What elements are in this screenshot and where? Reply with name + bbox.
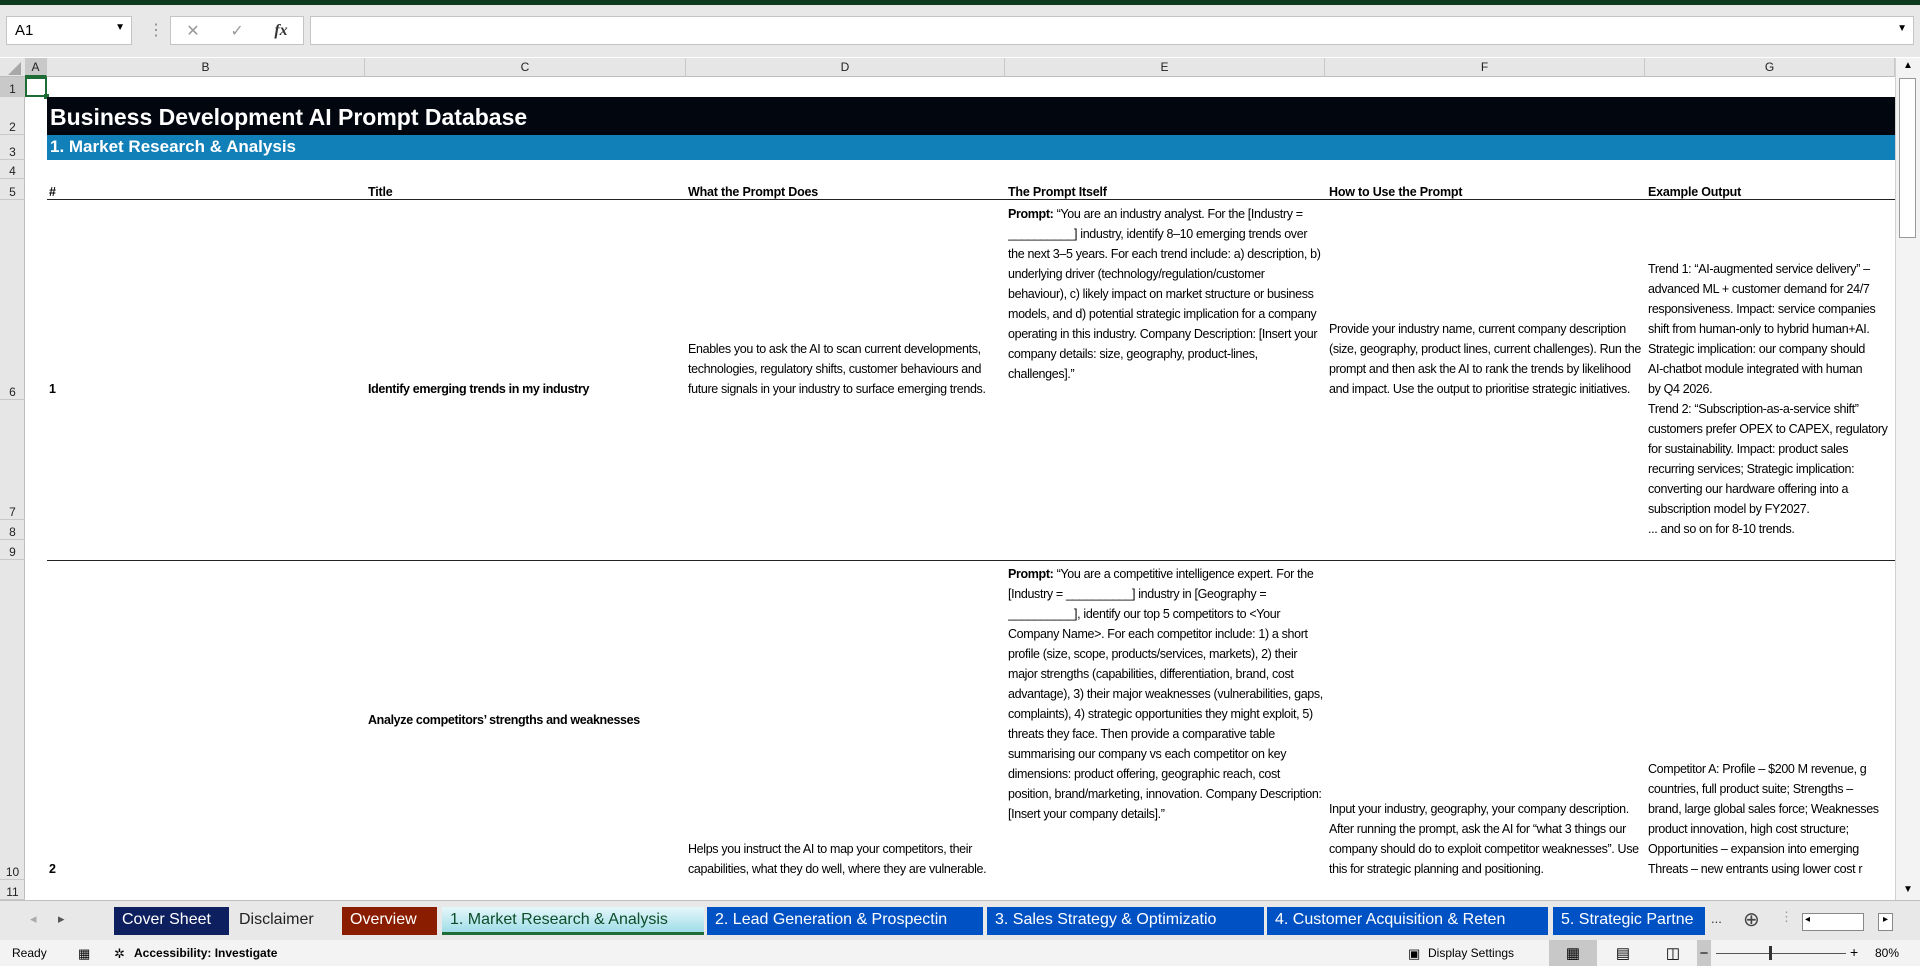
entry-2-number[interactable] <box>49 560 359 880</box>
example-output-line: recurring services; Strategic implication: <box>1648 462 1855 476</box>
does-text: Enables you to ask the AI to scan current developments, technologies, regulatory shifts, customer behaviours and future signals in your industry to surface emerging trends. <box>688 342 986 396</box>
scroll-down-icon[interactable]: ▼ <box>1903 884 1913 895</box>
row-header-10[interactable]: 10 <box>0 560 25 880</box>
zoom-level[interactable]: 80% <box>1875 946 1900 960</box>
row-header-4[interactable]: 4 <box>0 160 25 179</box>
number-text: 2 <box>49 862 56 876</box>
scroll-left-icon[interactable]: ◂ <box>1805 914 1811 925</box>
accessibility-icon[interactable]: ✲ <box>114 946 125 961</box>
expand-formula-icon[interactable]: ▼ <box>1897 23 1907 34</box>
example-output-line: Competitor A: Profile – $200 M revenue, g <box>1648 762 1867 776</box>
add-sheet-icon[interactable]: ⊕ <box>1743 909 1760 931</box>
entry-2-how-to-use[interactable] <box>1329 560 1643 880</box>
sheet-title: Business Development AI Prompt Database <box>47 97 1895 135</box>
zoom-in-button[interactable]: + <box>1850 944 1859 960</box>
horizontal-scrollbar[interactable] <box>1802 913 1864 931</box>
vertical-scrollbar[interactable] <box>1895 58 1920 900</box>
prompt-text: “You are an industry analyst. For the [Industry = __________] industry, identify 8–10 emerging trends over the next 3–5 years. For each trend include: a) description, b) underlying driver (technology/regulation/customer behaviour), c) likely impact on market structure or business models, and d) potential strategic implication for a company operating in this industry. Company Description: [Insert your company details: size, geography, product-lines, challenges].” <box>1008 207 1321 381</box>
example-output-line: Trend 2: “Subscription-as-a-service shift” <box>1648 402 1859 416</box>
name-box[interactable] <box>6 16 132 45</box>
tab-label: 5. Strategic Partne <box>1561 911 1694 928</box>
display-settings-button[interactable]: Display Settings <box>1428 946 1515 960</box>
entry-1-example-output[interactable] <box>1648 200 1895 540</box>
more-tabs-button[interactable]: ... <box>1711 911 1722 926</box>
example-output-line: converting our hardware offering into a <box>1648 482 1849 496</box>
entry-1-number[interactable] <box>49 200 359 400</box>
select-all-icon[interactable] <box>8 62 21 75</box>
next-sheet-icon[interactable]: ▸ <box>58 911 65 926</box>
zoom-slider[interactable] <box>1716 953 1846 954</box>
formula-buttons <box>170 16 304 45</box>
header-number: # <box>49 185 56 199</box>
example-output-line: for sustainability. Impact: product sales <box>1648 442 1849 456</box>
example-output-line: shift from human-only to hybrid human+AI. <box>1648 322 1870 336</box>
example-output-line: AI-chatbot module integrated with human <box>1648 362 1863 376</box>
entry-1-title[interactable] <box>368 200 683 400</box>
entry-1-how-to-use[interactable] <box>1329 200 1643 400</box>
cancel-icon[interactable]: ✕ <box>186 22 200 40</box>
formula-input[interactable] <box>310 16 1914 45</box>
enter-icon[interactable]: ✓ <box>230 22 244 40</box>
tab-label: Cover Sheet <box>122 911 211 928</box>
header-example-output: Example Output <box>1648 185 1742 199</box>
row-header-5[interactable]: 5 <box>0 179 25 200</box>
entry-1-prompt[interactable] <box>1008 200 1324 404</box>
example-output-line: Strategic implication: our company should <box>1648 342 1866 356</box>
example-output-line: by Q4 2026. <box>1648 382 1713 396</box>
accessibility-status[interactable]: Accessibility: Investigate <box>134 946 278 960</box>
zoom-slider-thumb[interactable] <box>1769 946 1772 960</box>
insert-function-icon[interactable]: fx <box>274 21 288 39</box>
tab-sales-strategy[interactable] <box>987 907 1264 935</box>
entry-1-what-it-does[interactable] <box>688 200 1003 400</box>
tab-lead-generation[interactable] <box>707 907 983 935</box>
status-ready: Ready <box>12 946 47 960</box>
header-title: Title <box>368 185 393 199</box>
prev-sheet-icon[interactable]: ◂ <box>30 911 37 926</box>
tab-overview[interactable] <box>342 907 437 935</box>
prompt-label: Prompt: <box>1008 567 1054 581</box>
more-icon[interactable]: ⋮ <box>148 22 164 39</box>
tab-customer-acquisition[interactable] <box>1267 907 1548 935</box>
tab-market-research[interactable] <box>442 907 704 935</box>
header-what-it-does: What the Prompt Does <box>688 185 819 199</box>
how-text: Provide your industry name, current company description (size, geography, product lines, current challenges). Run the prompt and then ask the AI to rank the trends by likelihood and impact. Use the output to prioritise strategic initiatives. <box>1329 322 1641 396</box>
selected-cell-a1[interactable] <box>25 77 47 97</box>
row-header-7[interactable]: 7 <box>0 400 25 520</box>
tab-label: 3. Sales Strategy & Optimizatio <box>995 911 1217 928</box>
number-text: 1 <box>49 382 56 396</box>
column-header-e[interactable]: E <box>1005 58 1325 77</box>
tab-cover-sheet[interactable] <box>114 907 229 935</box>
title-text: Analyze competitors’ strengths and weaknesses <box>368 712 640 727</box>
example-output-line: Trend 1: “AI-augmented service delivery” – <box>1648 262 1870 276</box>
column-header-c[interactable]: C <box>365 58 686 77</box>
title-text: Identify emerging trends in my industry <box>368 382 590 396</box>
example-output-line: Opportunities – expansion into emerging <box>1648 842 1859 856</box>
row-header-11[interactable]: 11 <box>0 880 25 900</box>
tab-label: 2. Lead Generation & Prospectin <box>715 911 948 928</box>
scroll-up-icon[interactable]: ▲ <box>1903 60 1913 71</box>
does-text: Helps you instruct the AI to map your competitors, their capabilities, what they do well, where they are vulnerable. <box>688 842 987 876</box>
row-headers <box>0 77 25 900</box>
tab-label: Disclaimer <box>239 911 314 928</box>
example-output-line: brand, large global sales force; Weaknesses <box>1648 802 1879 816</box>
column-headers <box>0 58 1920 77</box>
macro-recording-icon[interactable]: ▦ <box>78 946 91 961</box>
entry-2-what-it-does[interactable] <box>688 560 1006 880</box>
tab-label: 1. Market Research & Analysis <box>450 911 668 928</box>
entry-2-prompt[interactable] <box>1008 560 1324 882</box>
example-output-line: responsiveness. Impact: service companies <box>1648 302 1876 316</box>
sheet-tab-bar <box>0 900 1920 940</box>
example-output-line: customers prefer OPEX to CAPEX, regulatory <box>1648 422 1888 436</box>
column-header-g[interactable]: G <box>1645 58 1895 77</box>
column-header-f[interactable]: F <box>1325 58 1645 77</box>
row-header-8[interactable]: 8 <box>0 520 25 540</box>
status-bar <box>0 940 1920 966</box>
tab-label: 4. Customer Acquisition & Reten <box>1275 911 1506 928</box>
header-prompt: The Prompt Itself <box>1008 185 1107 199</box>
row-header-6[interactable]: 6 <box>0 200 25 400</box>
header-how-to-use: How to Use the Prompt <box>1329 185 1463 199</box>
section-title: 1. Market Research & Analysis <box>47 135 1895 160</box>
example-output-line: countries, full product suite; Strengths – <box>1648 782 1853 796</box>
row-header-9[interactable]: 9 <box>0 540 25 560</box>
page-break-view-icon[interactable]: ◫ <box>1665 945 1681 962</box>
row-header-1[interactable]: 1 <box>0 77 25 97</box>
scroll-right-icon[interactable]: ▸ <box>1878 913 1893 931</box>
prompt-text: “You are a competitive intelligence expert. For the [Industry = __________] industry in [Geography = __________], identify our top 5 competitors to <Your Company Name>. For each competitor include: 1) a short profile (size, scope, products/services, markets), 2) their major strengths (capabilities, differentiation, brand, cost advantage), 3) their major weaknesses (vulnerabilities, gaps, complaints), 4) strategic opportunities they might exploit, 5) threats they face. Then provide a comparative table summarising our company vs each competitor on key dimensions: product offering, geographic reach, cost position, brand/marketing, innovation. Company Description: [Insert your company details].” <box>1008 567 1323 821</box>
tab-splitter-icon[interactable]: ⋮ <box>1780 909 1793 924</box>
row-header-2[interactable]: 2 <box>0 97 25 135</box>
how-text: Input your industry, geography, your company description. After running the prompt, ask the AI for “what 3 things our company should do to exploit competitor weaknesses”. Use this for strategic planning and positioning. <box>1329 802 1639 876</box>
row-header-3[interactable]: 3 <box>0 135 25 160</box>
example-output-line: Threats – new entrants using lower cost r <box>1648 862 1863 876</box>
name-box-value: A1 <box>15 22 34 39</box>
tab-strategic-partnerships[interactable] <box>1553 907 1705 935</box>
column-header-a[interactable]: A <box>25 58 47 77</box>
tab-disclaimer[interactable] <box>231 907 338 935</box>
entry-2-example-output[interactable] <box>1648 560 1895 880</box>
normal-view-icon[interactable]: ▦ <box>1549 940 1597 966</box>
example-output-line: ... and so on for 8-10 trends. <box>1648 522 1795 536</box>
chevron-down-icon[interactable]: ▼ <box>115 22 125 33</box>
display-settings-icon[interactable]: ▣ <box>1408 946 1421 961</box>
column-header-d[interactable]: D <box>686 58 1005 77</box>
tab-label: Overview <box>350 911 417 928</box>
prompt-label: Prompt: <box>1008 207 1054 221</box>
column-header-b[interactable]: B <box>47 58 365 77</box>
example-output-line: product innovation, high cost structure; <box>1648 822 1849 836</box>
entry-2-title[interactable] <box>368 560 683 880</box>
scroll-thumb[interactable] <box>1899 78 1916 238</box>
zoom-out-button[interactable]: − <box>1697 940 1711 966</box>
example-output-line: advanced ML + customer demand for 24/7 <box>1648 282 1870 296</box>
example-output-line: subscription model by FY2027. <box>1648 502 1810 516</box>
page-layout-view-icon[interactable]: ▤ <box>1615 945 1631 962</box>
